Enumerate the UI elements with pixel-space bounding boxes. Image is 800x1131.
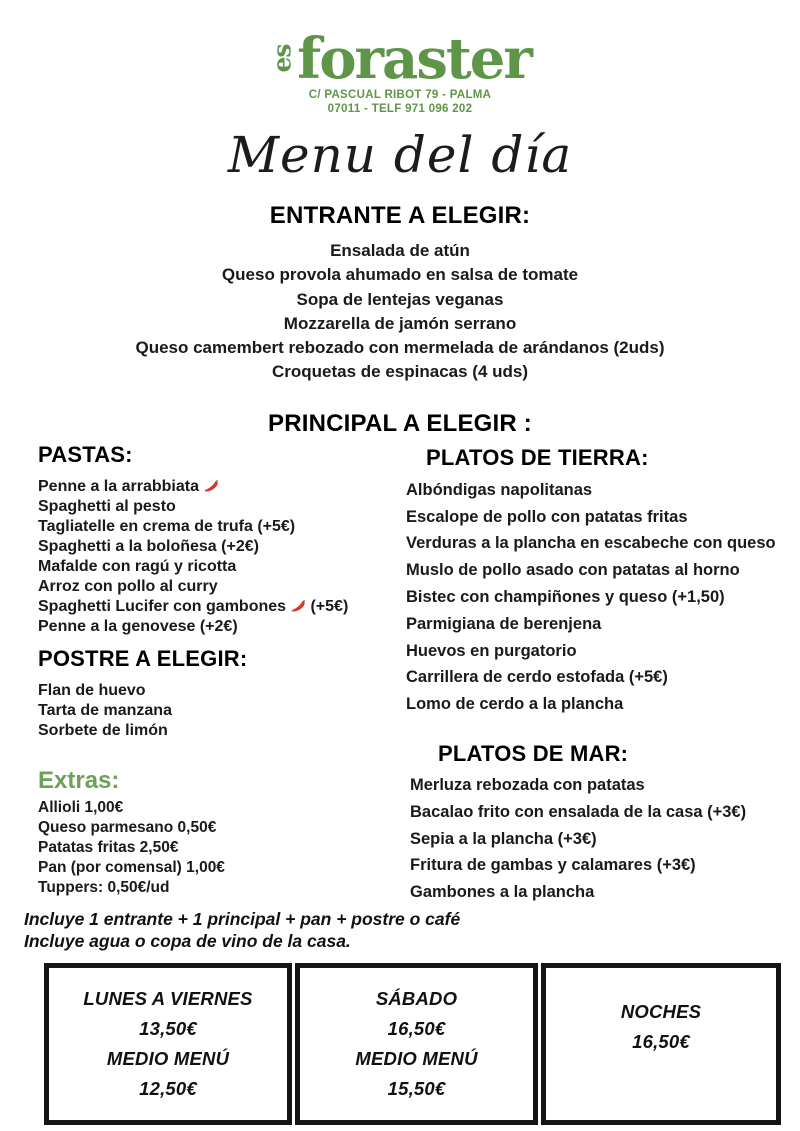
tierra-item: Escalope de pollo con patatas fritas xyxy=(406,507,688,526)
tierra-heading: PLATOS DE TIERRA: xyxy=(426,444,649,470)
note-line-2: Incluye agua o copa de vino de la casa. xyxy=(24,930,351,951)
tierra-item: Carrillera de cerdo estofada (+5€) xyxy=(406,668,668,687)
left-column xyxy=(38,442,398,898)
pasta-item: Penne a la arrabbiata xyxy=(38,477,398,497)
tierra-list xyxy=(398,477,800,718)
price-box-weekdays-lines xyxy=(83,984,252,1104)
price-line: 16,50€ xyxy=(632,1030,690,1052)
extras-heading: Extras: xyxy=(38,766,120,794)
mar-heading: PLATOS DE MAR: xyxy=(438,740,629,766)
mar-item: Bacalao frito con ensalada de la casa (+3€) xyxy=(410,802,747,821)
extra-item: Pan (por comensal) 1,00€ xyxy=(38,858,225,876)
tierra-item: Albóndigas napolitanas xyxy=(406,480,593,499)
address-line-2: 07011 - TELF 971 096 202 xyxy=(327,103,473,115)
mar-item: Gambones a la plancha xyxy=(410,883,595,902)
tierra-item: Bistec con champiñones y queso (+1,50) xyxy=(406,587,725,606)
right-column xyxy=(398,442,800,906)
address-line-1: C/ PASCUAL RIBOT 79 - PALMA xyxy=(308,89,492,101)
entrante-item: Sopa de lentejas veganas xyxy=(296,289,504,309)
price-line: MEDIO MENÚ xyxy=(106,1047,230,1069)
price-line: 13,50€ xyxy=(139,1017,197,1039)
restaurant-logo xyxy=(0,26,800,92)
included-note xyxy=(0,908,800,952)
price-box-saturday-lines xyxy=(355,984,477,1104)
pasta-item: Tagliatelle en crema de trufa (+5€) xyxy=(38,517,296,535)
principal-section-header xyxy=(0,410,800,438)
extras-list xyxy=(38,798,398,898)
price-line: MEDIO MENÚ xyxy=(355,1047,478,1069)
mar-item: Sepia a la plancha (+3€) xyxy=(410,829,597,848)
extra-item: Allioli 1,00€ xyxy=(38,798,124,816)
tierra-item: Muslo de pollo asado con patatas al horno xyxy=(406,561,740,580)
extra-item: Patatas fritas 2,50€ xyxy=(38,838,179,856)
price-boxes xyxy=(44,963,800,1125)
pasta-item: Spaghetti al pesto xyxy=(38,497,176,515)
mar-item: Fritura de gambas y calamares (+3€) xyxy=(410,856,696,875)
price-line: NOCHES xyxy=(620,1000,702,1022)
entrante-item: Mozzarella de jamón serrano xyxy=(283,313,517,333)
extra-item: Tuppers: 0,50€/ud xyxy=(38,878,170,896)
mar-item: Merluza rebozada con patatas xyxy=(410,775,645,794)
postre-item: Tarta de manzana xyxy=(38,701,172,719)
price-line: SÁBADO xyxy=(375,987,458,1009)
pastas-heading: PASTAS: xyxy=(38,441,133,467)
postre-list xyxy=(38,681,398,741)
chili-pepper-icon xyxy=(290,598,306,613)
pasta-item: Penne a la genovese (+2€) xyxy=(38,617,238,635)
pasta-item: Arroz con pollo al curry xyxy=(38,577,218,595)
mar-list xyxy=(398,772,800,906)
pastas-list xyxy=(38,477,398,637)
pasta-item: Mafalde con ragú y ricotta xyxy=(38,557,237,575)
pasta-item: Spaghetti Lucifer con gambones (+5€) xyxy=(38,597,349,615)
principal-heading: PRINCIPAL A ELEGIR : xyxy=(267,409,532,437)
entrante-item: Ensalada de atún xyxy=(330,241,470,260)
entrante-heading: ENTRANTE A ELEGIR: xyxy=(269,202,531,229)
price-line: 16,50€ xyxy=(387,1017,446,1039)
price-box-nights-lines xyxy=(621,997,701,1057)
extra-item: Queso parmesano 0,50€ xyxy=(38,818,217,836)
price-line: 12,50€ xyxy=(139,1077,197,1099)
tierra-item: Huevos en purgatorio xyxy=(406,641,577,660)
tierra-item: Verduras a la plancha en escabeche con queso xyxy=(406,534,776,553)
price-box-nights xyxy=(541,963,781,1125)
pasta-item: Spaghetti a la boloñesa (+2€) xyxy=(38,537,259,555)
logo-wordmark: foraster xyxy=(297,26,531,92)
entrante-section xyxy=(0,202,800,385)
price-box-saturday xyxy=(295,963,538,1125)
entrante-list xyxy=(0,239,800,385)
price-line: 15,50€ xyxy=(387,1077,446,1099)
price-box-weekdays xyxy=(44,963,292,1125)
menu-header xyxy=(0,0,800,186)
menu-columns xyxy=(0,442,800,906)
note-line-1: Incluye 1 entrante + 1 principal + pan + postre o café xyxy=(24,908,461,929)
tierra-item: Parmigiana de berenjena xyxy=(406,614,602,633)
entrante-item: Queso camembert rebozado con mermelada de arándanos (2uds) xyxy=(135,338,665,358)
postre-item: Sorbete de limón xyxy=(38,721,168,739)
postre-item: Flan de huevo xyxy=(38,681,146,699)
price-line: LUNES A VIERNES xyxy=(83,987,253,1009)
postre-heading: POSTRE A ELEGIR: xyxy=(38,645,248,671)
chili-pepper-icon xyxy=(203,478,219,493)
tierra-item: Lomo de cerdo a la plancha xyxy=(406,695,624,714)
menu-title-script: Menu del día xyxy=(227,126,573,184)
logo-es-mark: es xyxy=(267,44,297,72)
entrante-item: Croquetas de espinacas (4 uds) xyxy=(271,362,529,382)
entrante-item: Queso provola ahumado en salsa de tomate xyxy=(221,265,579,285)
